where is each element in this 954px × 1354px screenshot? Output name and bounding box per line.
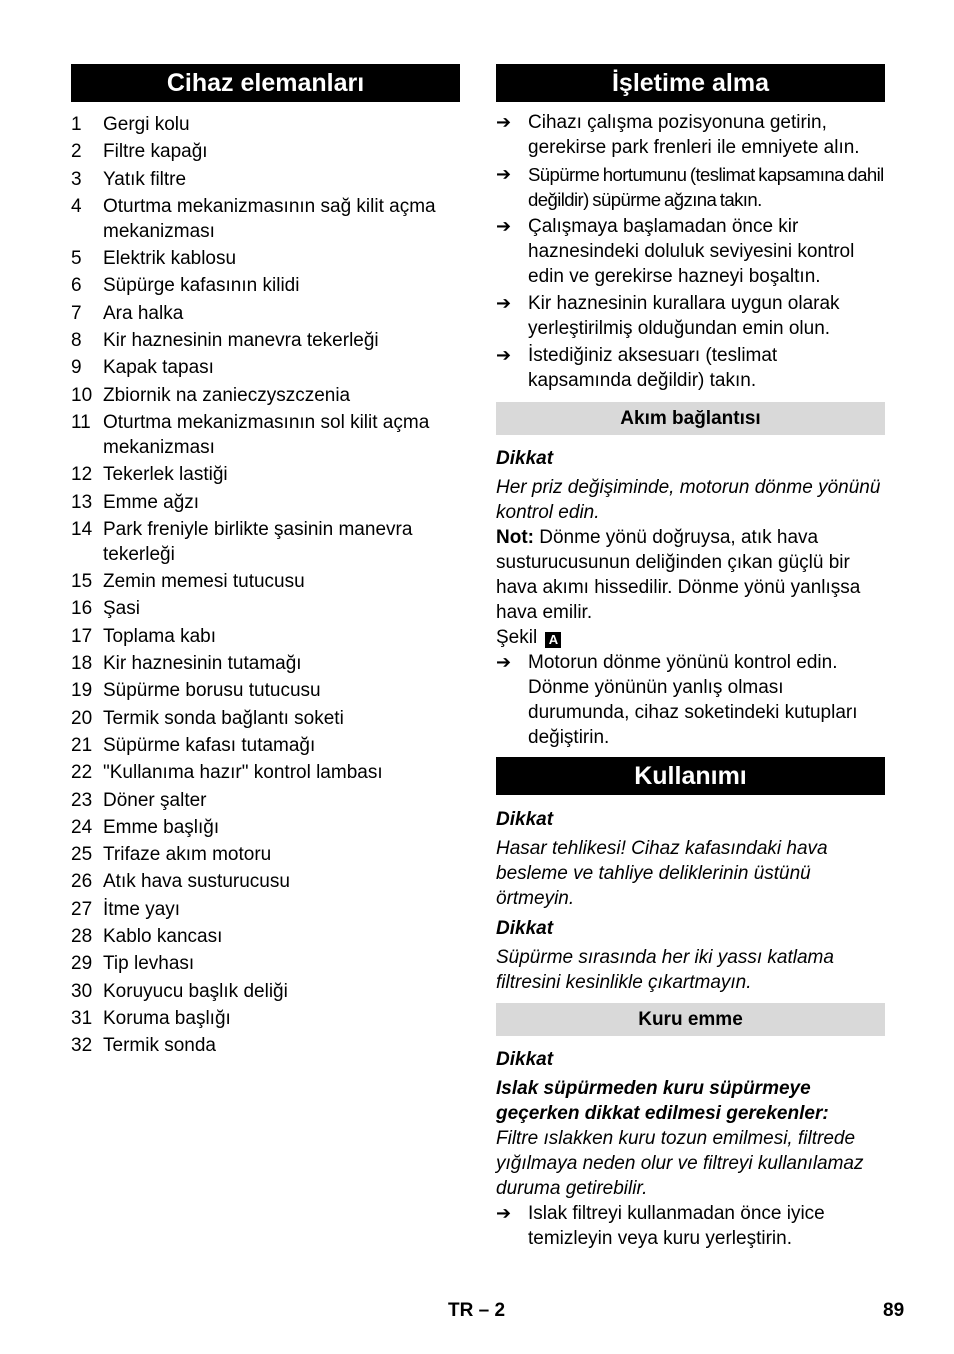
step-text: Islak filtreyi kullanmadan önce iyice temizleyin veya kuru yerleştirin. — [528, 1203, 825, 1249]
item-number: 2 — [71, 141, 82, 163]
item-text: Zemin memesi tutucusu — [103, 571, 305, 593]
list-item — [71, 788, 460, 813]
list-item — [71, 979, 460, 1004]
parts-list — [71, 112, 460, 1058]
item-number: 15 — [71, 571, 93, 593]
page-label: TR – 2 — [448, 1300, 506, 1321]
caution-title: Dikkat — [496, 448, 554, 469]
item-number: 17 — [71, 625, 93, 647]
step-text: Motorun dönme yönünü kontrol edin. Dönme yönünün yanlış olması durumunda, cihaz soketindeki kutupları değiştirin. — [528, 652, 858, 748]
item-text: Süpürme kafası tutamağı — [103, 734, 316, 756]
item-number: 30 — [71, 980, 93, 1002]
list-item — [496, 162, 885, 212]
arrow-right-icon: ➔ — [496, 112, 512, 132]
list-item — [71, 1006, 460, 1031]
item-number: 20 — [71, 707, 93, 729]
item-number: 23 — [71, 789, 93, 811]
item-text: Trifaze akım motoru — [103, 844, 272, 866]
page-number: 89 — [883, 1300, 905, 1321]
list-item — [71, 355, 460, 380]
item-number: 11 — [71, 411, 91, 433]
instructions-column — [496, 64, 885, 1253]
list-item — [71, 869, 460, 894]
item-number: 27 — [71, 898, 93, 920]
list-item — [496, 1201, 885, 1251]
item-number: 5 — [71, 248, 82, 270]
item-number: 21 — [71, 734, 93, 756]
item-text: Emme ağzı — [103, 491, 200, 513]
note-text: Dönme yönü doğruysa, atık hava susturucusunun deliğinden çıkan güçlü bir hava akımı hissedilir. Dönme yönü yanlışsa hava emilir. — [496, 527, 861, 623]
item-text: Oturtma mekanizmasının sol kilit açma mekanizması — [103, 411, 430, 458]
item-number: 1 — [71, 114, 82, 135]
item-text: Emme başlığı — [103, 816, 220, 838]
section-heading-start-up: İşletime alma — [496, 64, 885, 102]
list-item — [496, 291, 885, 341]
figure-a-icon: A — [545, 632, 561, 648]
item-number: 9 — [71, 357, 82, 379]
start-up-steps — [496, 110, 885, 393]
step-text: Çalışmaya başlamadan önce kir haznesindeki doluluk seviyesini kontrol edin ve gerekirse hazneyi boşaltın. — [528, 216, 855, 287]
item-number: 7 — [71, 302, 82, 324]
list-item — [71, 624, 460, 649]
item-number: 6 — [71, 275, 82, 297]
item-number: 19 — [71, 680, 93, 702]
item-text: Oturtma mekanizmasının sağ kilit açma mekanizması — [103, 195, 436, 242]
list-item — [71, 897, 460, 922]
list-item — [71, 328, 460, 353]
note-paragraph — [496, 525, 885, 625]
list-item — [71, 1033, 460, 1058]
item-text: Şasi — [103, 598, 140, 620]
item-number: 25 — [71, 844, 93, 866]
item-text: Kablo kancası — [103, 926, 223, 948]
item-text: Zbiornik na zanieczyszczenia — [103, 384, 351, 406]
list-item — [71, 167, 460, 192]
item-number: 3 — [71, 168, 82, 190]
arrow-right-icon: ➔ — [496, 293, 512, 313]
item-number: 24 — [71, 816, 93, 838]
list-item — [71, 596, 460, 621]
step-text: Süpürme hortumunu (teslimat kapsamına dahil değildir) süpürme ağzına takın. — [528, 164, 884, 210]
item-text: Koruyucu başlık deliği — [103, 980, 288, 1002]
item-number: 16 — [71, 598, 93, 620]
caution-text: Filtre ıslakken kuru tozun emilmesi, filtrede yığılmaya neden olur ve filtreyi kullanılamaz duruma getirebilir. — [496, 1128, 864, 1199]
item-text: Döner şalter — [103, 789, 207, 811]
item-text: Park freniyle birlikte şasinin manevra tekerleği — [103, 518, 413, 565]
parts-column — [71, 64, 460, 1061]
list-item — [71, 273, 460, 298]
list-item — [71, 924, 460, 949]
list-item — [71, 678, 460, 703]
item-text: Tip levhası — [103, 953, 195, 975]
item-text: Gergi kolu — [103, 114, 190, 135]
item-text: Yatık filtre — [103, 168, 187, 190]
item-number: 12 — [71, 464, 93, 486]
item-number: 18 — [71, 653, 93, 675]
list-item — [71, 569, 460, 594]
caution-title: Dikkat — [496, 809, 554, 830]
item-text: Süpürge kafasının kilidi — [103, 275, 300, 297]
item-text: Tekerlek lastiği — [103, 464, 228, 486]
item-text: Kir haznesinin tutamağı — [103, 653, 302, 675]
item-number: 32 — [71, 1035, 93, 1057]
item-number: 13 — [71, 491, 93, 513]
step-text: Kir haznesinin kurallara uygun olarak yerleştirilmiş olduğundan emin olun. — [528, 293, 840, 339]
list-item — [71, 842, 460, 867]
list-item — [71, 139, 460, 164]
list-item — [71, 815, 460, 840]
note-label: Not: — [496, 527, 534, 548]
arrow-right-icon: ➔ — [496, 164, 512, 184]
list-item — [71, 706, 460, 731]
list-item — [496, 110, 885, 160]
step-text: Cihazı çalışma pozisyonuna getirin, gerekirse park frenleri ile emniyete alın. — [528, 112, 860, 158]
item-text: Ara halka — [103, 302, 184, 324]
list-item — [71, 760, 460, 785]
item-number: 28 — [71, 926, 93, 948]
item-number: 8 — [71, 330, 82, 352]
arrow-right-icon: ➔ — [496, 216, 512, 236]
item-text: Elektrik kablosu — [103, 248, 237, 270]
item-text: Atık hava susturucusu — [103, 871, 290, 893]
caution-bold-text: Islak süpürmeden kuru süpürmeye geçerken dikkat edilmesi gerekenler: — [496, 1078, 829, 1124]
list-item — [71, 301, 460, 326]
power-steps — [496, 650, 885, 750]
caution-text: Hasar tehlikesi! Cihaz kafasındaki hava besleme ve tahliye deliklerinin üstünü örtmeyin. — [496, 838, 828, 909]
item-text: Kir haznesinin manevra tekerleği — [103, 330, 379, 352]
caution-text: Süpürme sırasında her iki yassı katlama filtresini kesinlikle çıkartmayın. — [496, 947, 834, 993]
list-item — [71, 951, 460, 976]
item-text: "Kullanıma hazır" kontrol lambası — [103, 762, 383, 784]
item-text: Termik sonda bağlantı soketi — [103, 707, 344, 729]
list-item — [71, 112, 460, 137]
item-text: Kapak tapası — [103, 357, 214, 379]
arrow-right-icon: ➔ — [496, 1203, 512, 1223]
section-heading-usage: Kullanımı — [496, 757, 885, 795]
item-number: 29 — [71, 953, 93, 975]
list-item — [71, 194, 460, 244]
step-text: İstediğiniz aksesuarı (teslimat kapsamında değildir) takın. — [528, 345, 778, 391]
figure-label: Şekil — [496, 627, 538, 648]
list-item — [71, 517, 460, 567]
dry-steps — [496, 1201, 885, 1251]
item-text: İtme yayı — [103, 898, 181, 920]
list-item — [71, 733, 460, 758]
subheading-dry-vacuuming: Kuru emme — [496, 1003, 885, 1036]
caution-text: Her priz değişiminde, motorun dönme yönünü kontrol edin. — [496, 477, 881, 523]
list-item — [71, 490, 460, 515]
item-number: 31 — [71, 1007, 93, 1029]
list-item — [496, 343, 885, 393]
item-text: Filtre kapağı — [103, 141, 208, 163]
list-item — [496, 214, 885, 289]
caution-title: Dikkat — [496, 918, 554, 939]
caution-title: Dikkat — [496, 1049, 554, 1070]
section-heading-device-parts: Cihaz elemanları — [71, 64, 460, 102]
item-text: Koruma başlığı — [103, 1007, 231, 1029]
item-text: Termik sonda — [103, 1035, 216, 1057]
subheading-power-connection: Akım bağlantısı — [496, 402, 885, 435]
item-number: 26 — [71, 871, 93, 893]
list-item — [71, 651, 460, 676]
figure-reference — [496, 625, 885, 650]
list-item — [496, 650, 885, 750]
arrow-right-icon: ➔ — [496, 345, 512, 365]
list-item — [71, 462, 460, 487]
arrow-right-icon: ➔ — [496, 652, 512, 672]
list-item — [71, 246, 460, 271]
list-item — [71, 410, 460, 460]
item-number: 10 — [71, 384, 93, 406]
item-number: 4 — [71, 195, 82, 217]
item-text: Süpürme borusu tutucusu — [103, 680, 321, 702]
item-text: Toplama kabı — [103, 625, 217, 647]
item-number: 22 — [71, 762, 93, 784]
list-item — [71, 383, 460, 408]
item-number: 14 — [71, 518, 93, 540]
